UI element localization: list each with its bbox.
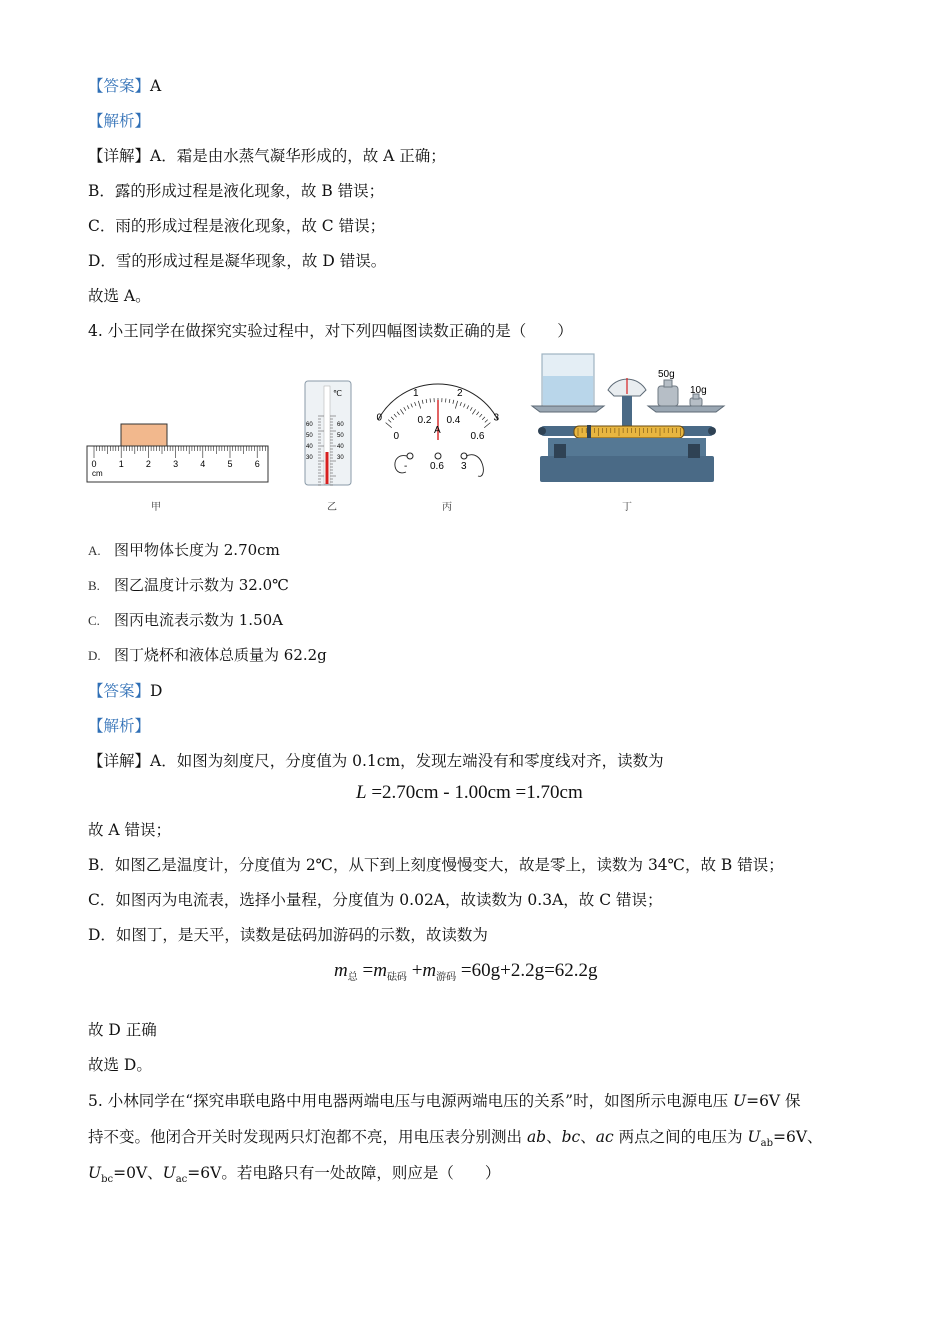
question-5-line-2	[88, 1127, 823, 1154]
rider	[587, 425, 591, 439]
q5-text-2b: 两点之间的电压为	[613, 1128, 748, 1146]
answer-value: A	[150, 77, 162, 95]
formula-mass-m1: m	[334, 960, 348, 981]
q5-sub-ab: ab	[760, 1138, 773, 1150]
ammeter-tick	[418, 401, 420, 409]
thermo-label-left: 60	[306, 422, 313, 428]
measured-block	[121, 424, 167, 446]
ammeter-tick	[394, 414, 397, 417]
option-c-letter: C.	[88, 613, 100, 628]
conclusion-2: 故选 D。	[88, 1056, 152, 1074]
ruler-label: 0	[91, 459, 97, 469]
option-b-text: 图乙温度计示数为 32.0℃	[114, 576, 289, 594]
option-a	[88, 540, 280, 561]
conclusion-1: 故选 A。	[88, 287, 151, 305]
thermo-label-right: 30	[337, 455, 344, 461]
ammeter-tick	[484, 423, 490, 428]
ammeter-figure	[360, 368, 516, 484]
wire-right	[466, 455, 483, 477]
terminal-label-3: 3	[461, 461, 467, 472]
answer-line-2	[88, 681, 162, 701]
ammeter-label-bottom: 0.4	[446, 415, 461, 427]
terminal-label-06: 0.6	[430, 461, 444, 472]
thermo-label-right: 40	[337, 444, 344, 450]
caption-yi: 乙	[327, 502, 337, 513]
caption-jia: 甲	[151, 502, 161, 513]
ammeter-tick	[449, 399, 450, 403]
thermometer-figure	[304, 380, 352, 486]
formula-mass: $m_总 =m_{砝码} +m_{游码} =60g+2.2g=62.2g$	[334, 960, 598, 983]
terminal-label-minus: -	[404, 461, 408, 472]
ammeter-tick	[479, 414, 482, 417]
ammeter-tick	[453, 400, 454, 404]
thermo-label-left: 30	[306, 455, 313, 461]
answer-bracket: 【答案】	[88, 77, 151, 95]
ammeter-tick	[397, 412, 399, 415]
detail-line-1c: C．雨的形成过程是液化现象，故 C 错误；	[88, 217, 386, 235]
ammeter-label-bottom: 0	[393, 431, 400, 443]
thermo-label-right: 60	[337, 422, 344, 428]
thermometer-liquid	[326, 452, 329, 484]
ammeter-tick	[404, 407, 406, 410]
right-pan	[648, 406, 724, 412]
q5-sep-2: 、	[580, 1128, 596, 1146]
q5-var-U-ab: U	[747, 1128, 761, 1146]
ruler-label: 4	[200, 459, 206, 469]
detail-line-1b: B．露的形成过程是液化现象，故 B 错误；	[88, 182, 385, 200]
q5-text-1b: =6V 保	[746, 1092, 801, 1110]
question-5-line-1	[88, 1091, 801, 1111]
option-a-text: 图甲物体长度为 2.70cm	[114, 541, 280, 559]
balance-base-top	[548, 438, 706, 456]
formula-mass-m3: m	[422, 960, 437, 981]
ammeter-tick	[426, 399, 427, 403]
balance-figure	[530, 350, 726, 484]
option-b-letter: B.	[88, 578, 100, 593]
ammeter-label-top: 1	[413, 388, 419, 400]
ammeter-tick	[386, 423, 392, 428]
thermometer-unit: ℃	[333, 389, 342, 398]
ammeter-tick	[485, 420, 488, 423]
q5-var-U-bc: U	[88, 1164, 102, 1182]
weight-50g	[658, 386, 678, 406]
knob-left	[538, 427, 546, 435]
ammeter-label-top: 0	[376, 412, 383, 424]
terminal-minus	[407, 453, 413, 459]
q5-sep-1: 、	[546, 1128, 562, 1146]
ammeter-needle-label: A	[434, 425, 441, 436]
analysis-heading-2: 【解析】	[88, 717, 151, 735]
detail-line-2a-end: 故 A 错误；	[88, 821, 172, 839]
ammeter-tick	[422, 400, 423, 404]
detail-line-2d-end: 故 D 正确	[88, 1021, 157, 1039]
ruler-label: 5	[227, 459, 233, 469]
ammeter-tick	[388, 420, 391, 423]
balance-base	[540, 456, 714, 482]
terminal-06	[435, 453, 441, 459]
formula-mass-rest: =60g+2.2g=62.2g	[456, 960, 598, 981]
ammeter-tick	[411, 404, 413, 408]
q5-var-ac: ac	[595, 1128, 614, 1146]
option-d-text: 图丁烧杯和液体总质量为 62.2g	[114, 646, 327, 664]
option-d	[88, 645, 327, 666]
detail-bracket-2: 【详解】	[88, 752, 151, 770]
beaker-liquid	[543, 376, 593, 405]
thermo-label-left: 50	[306, 433, 313, 439]
answer-bracket-2: 【答案】	[88, 682, 151, 700]
detail-text: A．霜是由水蒸气凝华形成的，故 A 正确；	[150, 147, 446, 165]
detail-line-2d: D．如图丁，是天平，读数是砝码加游码的示数，故读数为	[88, 926, 488, 944]
ammeter-tick	[476, 412, 478, 415]
weight-10g-label: 10g	[690, 385, 707, 396]
formula-mass-m2: m	[373, 960, 387, 981]
ammeter-tick	[464, 404, 466, 408]
analysis-heading-1: 【解析】	[88, 112, 151, 130]
caption-bing: 丙	[442, 502, 452, 513]
q5-sub-ac: ac	[175, 1174, 188, 1186]
option-a-letter: A.	[88, 543, 101, 558]
ammeter-label-top: 3	[493, 412, 500, 424]
formula-length	[356, 782, 583, 804]
answer-value-2: D	[150, 682, 163, 700]
ammeter-label-top: 2	[456, 388, 463, 400]
answer-line-1	[88, 76, 161, 96]
weight-50g-label: 50g	[658, 369, 675, 380]
formula-mass-sub-weights: 砝码	[386, 972, 407, 983]
q5-var-U: U	[733, 1092, 747, 1110]
ammeter-tick	[455, 401, 457, 409]
ammeter-tick	[407, 405, 409, 409]
ruler-label: 3	[173, 459, 179, 469]
ruler-unit: cm	[92, 469, 103, 478]
ammeter-tick	[460, 402, 461, 406]
q5-text-3a: =0V、	[113, 1164, 163, 1182]
q5-text-3b: =6V。若电路只有一处故障，则应是（ ）	[187, 1164, 501, 1182]
option-c-text: 图丙电流表示数为 1.50A	[114, 611, 283, 629]
ammeter-tick	[470, 407, 472, 410]
ammeter-tick	[400, 409, 403, 414]
caption-ding: 丁	[622, 502, 632, 513]
option-d-letter: D.	[88, 648, 101, 663]
detail-bracket: 【详解】	[88, 147, 151, 165]
thermo-label-left: 40	[306, 444, 313, 450]
q5-text-1a: 5. 小林同学在“探究串联电路中用电器两端电压与电源两端电压的关系”时，如图所示电源电压	[88, 1092, 733, 1110]
ammeter-label-bottom: 0.2	[417, 415, 432, 427]
formula-mass-sub-rider: 游码	[436, 972, 457, 983]
formula-mass-sub-total: 总	[347, 972, 358, 983]
ammeter-tick	[482, 417, 485, 420]
ammeter-tick	[467, 405, 469, 409]
detail-line-2a	[88, 751, 664, 771]
ruler-label: 1	[118, 459, 124, 469]
detail-line-2b: B．如图乙是温度计，分度值为 2℃，从下到上刻度慢慢变大，故是零上，读数为 34℃，故 B 错误；	[88, 856, 784, 874]
q5-var-ab: ab	[526, 1128, 547, 1146]
ruler-label: 2	[145, 459, 151, 469]
ammeter-tick	[415, 402, 416, 406]
knob-right	[708, 427, 716, 435]
ammeter-tick	[472, 409, 475, 414]
detail-line-2c: C．如图丙为电流表，选择小量程，分度值为 0.02A，故读数为 0.3A，故 C 错误；	[88, 891, 663, 909]
q5-var-U-ac: U	[162, 1164, 176, 1182]
detail-text-2: A．如图为刻度尺，分度值为 0.1cm，发现左端没有和零度线对齐，读数为	[150, 752, 664, 770]
q5-text-2c: =6V、	[772, 1128, 823, 1146]
ammeter-label-bottom: 0.6	[470, 431, 485, 443]
ruler-figure	[86, 418, 270, 484]
q5-text-2a: 持不变。他闭合开关时发现两只灯泡都不亮，用电压表分别测出	[88, 1128, 527, 1146]
thermo-label-right: 50	[337, 433, 344, 439]
question-4-stem: 4. 小王同学在做探究实验过程中，对下列四幅图读数正确的是（ ）	[88, 322, 573, 340]
detail-line-1a	[88, 146, 446, 166]
ruler-label: 6	[254, 459, 260, 469]
question-5-line-3	[88, 1163, 500, 1190]
detail-line-1d: D．雪的形成过程是凝华现象，故 D 错误。	[88, 252, 387, 270]
formula-length-rest: =2.70cm - 1.00cm =1.70cm	[366, 782, 583, 803]
option-c	[88, 610, 283, 631]
left-pan	[532, 406, 604, 412]
q5-var-bc: bc	[561, 1128, 581, 1146]
option-b	[88, 575, 289, 596]
ammeter-tick	[391, 417, 394, 420]
formula-length-var: L	[356, 782, 367, 803]
q5-sub-bc: bc	[101, 1174, 114, 1186]
